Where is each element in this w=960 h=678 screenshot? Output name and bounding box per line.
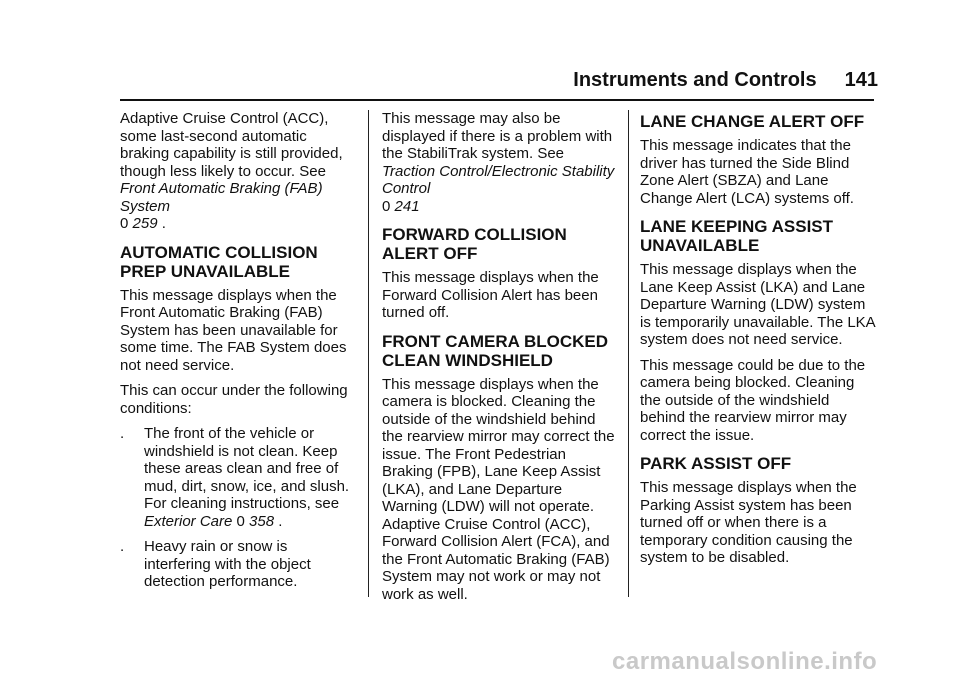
heading-park-assist-off: PARK ASSIST OFF bbox=[640, 454, 792, 473]
sentence-end: . bbox=[274, 512, 283, 530]
cross-reference-title: Traction Control/Electronic Stability Control bbox=[382, 162, 615, 197]
page-ref-icon: 0 bbox=[382, 197, 391, 215]
cross-reference-title: Front Automatic Braking (FAB) System bbox=[120, 180, 323, 215]
heading-lane-keeping-assist: LANE KEEPING ASSIST UNAVAILABLE bbox=[640, 217, 834, 255]
heading-forward-collision-alert-off: FORWARD COLLISION ALERT OFF bbox=[382, 225, 567, 263]
heading-lane-change-alert-off: LANE CHANGE ALERT OFF bbox=[640, 112, 865, 131]
heading-front-camera-blocked: FRONT CAMERA BLOCKED CLEAN WINDSHIELD bbox=[382, 331, 609, 370]
paragraph: This can occur under the following conditions: bbox=[120, 382, 348, 417]
paragraph: This message displays when the Lane Keep Assist (LKA) and Lane Departure Warning (LDW) system is temporarily unavailable. The LKA system does not need service. bbox=[640, 261, 875, 348]
paragraph: This message displays when the camera is blocked. Cleaning the outside of the windshield behind the rearview mirror may correct the issue. The Front Pedestrian Braking (FPB), Lane Keep Assist (LKA), and Lane Departure Warning (LDW) will not operate. Adaptive Cruise Control (ACC), Forward Collision Alert (FCA), and the Front Automatic Braking (FAB) System may not work or may not work as well. bbox=[382, 375, 615, 603]
bullet-marker: . bbox=[120, 425, 125, 442]
page-ref-icon: 0 bbox=[120, 215, 129, 232]
bullet-marker: . bbox=[120, 538, 125, 555]
paragraph: This message displays when the Front Automatic Braking (FAB) System has been unavailable for some time. The FAB System does not need service. bbox=[120, 286, 347, 374]
cross-reference-traction-control[interactable] bbox=[382, 163, 614, 215]
cross-reference-title: Exterior Care bbox=[144, 512, 233, 530]
sentence-end: . bbox=[157, 215, 166, 232]
cross-reference-page: 259 bbox=[128, 215, 158, 232]
intro-text: Adaptive Cruise Control (ACC), some last-second automatic braking capability is still provided, though less likely to occur. See bbox=[120, 110, 343, 180]
page-header bbox=[0, 70, 878, 90]
intro-paragraph bbox=[120, 110, 358, 233]
paragraph: This message displays when the Forward Collision Alert has been turned off. bbox=[382, 269, 599, 321]
section-title: Instruments and Controls bbox=[573, 69, 817, 91]
intro-paragraph bbox=[382, 110, 618, 215]
column-divider-2 bbox=[628, 110, 629, 597]
column-3 bbox=[640, 110, 876, 575]
column-divider-1 bbox=[368, 110, 369, 597]
bullet-text: Heavy rain or snow is interfering with the object detection performance. bbox=[144, 538, 311, 590]
cross-reference-fab[interactable] bbox=[120, 180, 323, 232]
intro-text: This message may also be displayed if there is a problem with the StabiliTrak system. See bbox=[382, 110, 613, 162]
page-ref-icon: 0 bbox=[232, 512, 245, 530]
bullet-text: The front of the vehicle or windshield is not clean. Keep these areas clean and free of mud, dirt, snow, ice, and slush. For cleaning instructions, see bbox=[144, 425, 350, 512]
header-rule bbox=[120, 99, 874, 101]
column-1 bbox=[120, 110, 358, 599]
list-item bbox=[120, 425, 358, 530]
list-item bbox=[120, 538, 358, 591]
paragraph: This message displays when the Parking Assist system has been turned off or when there is a temporary condition causing the system to be disabled. bbox=[640, 479, 857, 566]
paragraph: This message could be due to the camera being blocked. Cleaning the outside of the windshield behind the rearview mirror may correct the issue. bbox=[640, 356, 866, 444]
page-number: 141 bbox=[844, 69, 878, 91]
cross-reference-exterior-care[interactable] bbox=[144, 513, 274, 530]
column-2 bbox=[382, 110, 618, 611]
paragraph: This message indicates that the driver has turned the Side Blind Zone Alert (SBZA) and Lane Change Alert (LCA) systems off. bbox=[640, 137, 854, 207]
cross-reference-page: 241 bbox=[390, 197, 420, 215]
heading-automatic-collision-prep: AUTOMATIC COLLISION PREP UNAVAILABLE bbox=[120, 242, 318, 281]
cross-reference-page: 358 bbox=[244, 512, 275, 530]
watermark: carmanualsonline.info bbox=[612, 648, 878, 675]
